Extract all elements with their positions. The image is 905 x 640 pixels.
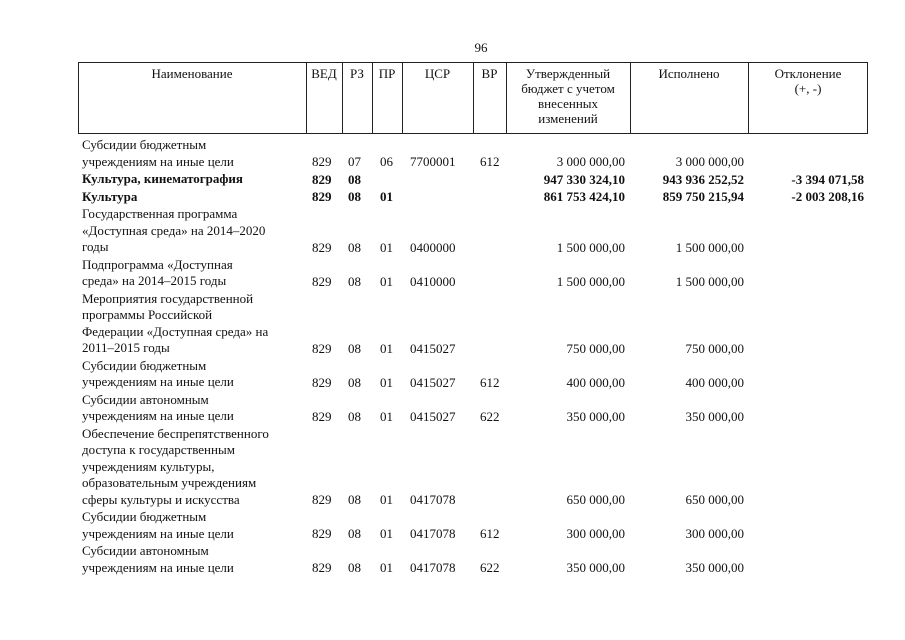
header-deviation-line: Отклонение — [774, 66, 842, 81]
header-vr: ВР — [481, 66, 498, 81]
cell-executed: 350 000,00 — [685, 560, 744, 575]
table-row — [0, 206, 905, 256]
cell-rz: 08 — [348, 189, 361, 204]
row-name-line: учреждениям на иные цели — [82, 525, 234, 541]
row-name — [82, 509, 310, 542]
cell-pr: 01 — [380, 526, 393, 541]
cell-rz: 07 — [348, 154, 361, 169]
table-row — [0, 426, 905, 509]
cell-rz: 08 — [348, 273, 361, 289]
table-row — [0, 189, 905, 206]
cell-ved: 829 — [312, 374, 332, 390]
cell-ved: 829 — [312, 408, 332, 424]
row-name-line: Культура, кинематография — [82, 171, 243, 186]
header-deviation-line: (+, -) — [794, 81, 822, 96]
cell-csr: 0415027 — [410, 374, 456, 390]
cell-csr: 7700001 — [410, 154, 456, 169]
cell-ved: 829 — [312, 273, 332, 289]
row-name-line: Субсидии бюджетным — [82, 357, 207, 373]
table-row — [0, 171, 905, 188]
table-row — [0, 291, 905, 357]
cell-approved: 350 000,00 — [566, 560, 625, 575]
row-name — [82, 426, 310, 509]
header-approved-line: внесенных — [537, 96, 599, 111]
row-name-line: сферы культуры и искусства — [82, 491, 240, 507]
cell-approved: 1 500 000,00 — [556, 239, 625, 255]
row-name-line: учреждениям культуры, — [82, 458, 215, 474]
cell-executed: 300 000,00 — [685, 526, 744, 541]
table-row — [0, 509, 905, 542]
header-approved-line: изменений — [538, 111, 598, 126]
cell-ved: 829 — [312, 340, 332, 356]
cell-csr: 0415027 — [410, 340, 456, 356]
cell-ved: 829 — [312, 492, 332, 507]
cell-ved: 829 — [312, 154, 332, 169]
cell-csr: 0417078 — [410, 560, 456, 575]
row-name-line: учреждениям на иные цели — [82, 559, 234, 575]
cell-rz: 08 — [348, 340, 361, 356]
cell-pr: 01 — [380, 560, 393, 575]
cell-executed: 859 750 215,94 — [662, 189, 744, 204]
row-name-line: программы Российской — [82, 307, 213, 322]
header-approved-line: Утвержденный — [525, 66, 611, 81]
table-row — [0, 392, 905, 425]
header-approved-line: бюджет с учетом — [521, 81, 615, 96]
cell-rz: 08 — [348, 492, 361, 507]
header-ved: ВЕД — [311, 66, 337, 81]
cell-pr: 01 — [380, 340, 393, 356]
cell-deviation: -3 394 071,58 — [791, 171, 864, 187]
cell-rz: 08 — [348, 374, 361, 390]
row-name-line: Федерации «Доступная среда» на — [82, 323, 269, 339]
row-name — [82, 257, 310, 290]
table-row — [0, 543, 905, 576]
row-name-line: учреждениям на иные цели — [82, 374, 234, 389]
row-name-line: Субсидии автономным — [82, 391, 209, 407]
cell-csr: 0410000 — [410, 273, 456, 289]
header-rz: РЗ — [350, 66, 364, 81]
row-name-line: Государственная программа — [82, 206, 238, 221]
row-name-line: доступа к государственным — [82, 442, 235, 457]
cell-executed: 943 936 252,52 — [662, 171, 744, 187]
header-approved — [506, 66, 630, 126]
header-executed: Исполнено — [658, 66, 720, 81]
row-name-line: годы — [82, 239, 109, 254]
cell-ved: 829 — [312, 189, 332, 204]
cell-approved: 750 000,00 — [566, 340, 625, 356]
header-csr: ЦСР — [424, 66, 451, 81]
row-name-line: Субсидии бюджетным — [82, 137, 207, 152]
row-name — [82, 291, 310, 357]
cell-approved: 650 000,00 — [566, 492, 625, 507]
cell-pr: 01 — [380, 408, 393, 424]
row-name-line: учреждениям на иные цели — [82, 153, 234, 169]
row-name-line: Субсидии бюджетным — [82, 509, 207, 524]
cell-vr: 612 — [480, 154, 500, 169]
cell-pr: 01 — [380, 273, 393, 289]
page-number: 96 — [474, 40, 488, 55]
cell-executed: 1 500 000,00 — [675, 273, 744, 289]
row-name-line: Обеспечение беспрепятственного — [82, 425, 269, 441]
cell-rz: 08 — [348, 408, 361, 424]
header-pr: ПР — [378, 66, 396, 81]
cell-ved: 829 — [312, 171, 332, 187]
cell-vr: 622 — [480, 408, 500, 424]
row-name — [82, 137, 310, 170]
cell-approved: 400 000,00 — [566, 374, 625, 390]
row-name-line: 2011–2015 годы — [82, 340, 170, 355]
cell-ved: 829 — [312, 560, 332, 575]
cell-executed: 650 000,00 — [685, 492, 744, 507]
row-name-line: Культура — [82, 188, 138, 204]
cell-rz: 08 — [348, 239, 361, 255]
cell-approved: 350 000,00 — [566, 408, 625, 424]
cell-executed: 750 000,00 — [685, 340, 744, 356]
row-name-line: Подпрограмма «Доступная — [82, 256, 233, 272]
table-row — [0, 257, 905, 290]
cell-pr: 01 — [380, 189, 393, 204]
cell-deviation: -2 003 208,16 — [791, 189, 864, 204]
cell-approved: 1 500 000,00 — [556, 273, 625, 289]
cell-rz: 08 — [348, 560, 361, 575]
row-name-line: Субсидии автономным — [82, 543, 209, 558]
row-name — [82, 189, 310, 206]
cell-vr: 612 — [480, 374, 500, 390]
row-name-line: учреждениям на иные цели — [82, 408, 234, 423]
cell-csr: 0417078 — [410, 492, 456, 507]
row-name — [82, 392, 310, 425]
cell-vr: 622 — [480, 560, 500, 575]
header-deviation — [748, 66, 868, 96]
cell-pr: 06 — [380, 154, 393, 169]
cell-rz: 08 — [348, 171, 361, 187]
table-row — [0, 358, 905, 391]
cell-pr: 01 — [380, 492, 393, 507]
cell-approved: 861 753 424,10 — [543, 189, 625, 204]
row-name-line: образовательным учреждениям — [82, 475, 257, 490]
cell-vr: 612 — [480, 526, 500, 541]
cell-approved: 300 000,00 — [566, 526, 625, 541]
cell-csr: 0415027 — [410, 408, 456, 424]
cell-executed: 350 000,00 — [685, 408, 744, 424]
cell-csr: 0400000 — [410, 239, 456, 255]
cell-approved: 947 330 324,10 — [543, 171, 625, 187]
row-name — [82, 543, 310, 576]
cell-executed: 400 000,00 — [685, 374, 744, 390]
row-name-line: среда» на 2014–2015 годы — [82, 273, 227, 288]
row-name-line: «Доступная среда» на 2014–2020 — [82, 222, 266, 238]
cell-executed: 1 500 000,00 — [675, 239, 744, 255]
row-name — [82, 358, 310, 391]
header-name: Наименование — [151, 66, 233, 81]
cell-ved: 829 — [312, 526, 332, 541]
cell-rz: 08 — [348, 526, 361, 541]
row-name — [82, 171, 310, 188]
cell-approved: 3 000 000,00 — [556, 154, 625, 169]
row-name — [82, 206, 310, 256]
cell-executed: 3 000 000,00 — [675, 154, 744, 169]
cell-csr: 0417078 — [410, 526, 456, 541]
cell-pr: 01 — [380, 239, 393, 255]
cell-pr: 01 — [380, 374, 393, 390]
row-name-line: Мероприятия государственной — [82, 290, 254, 306]
cell-ved: 829 — [312, 239, 332, 255]
table-row — [0, 137, 905, 170]
